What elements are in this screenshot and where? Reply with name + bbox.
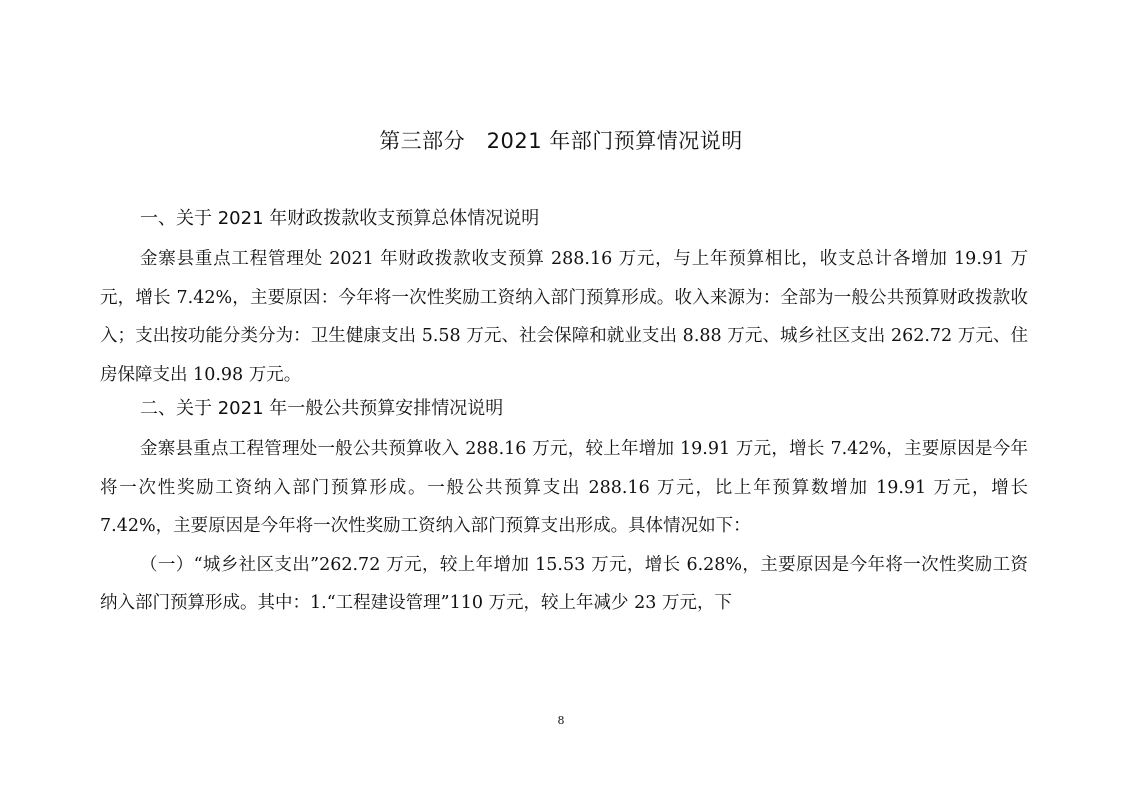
page-title: 第三部分 2021 年部门预算情况说明 [379,129,743,153]
page-number: 8 [557,714,565,727]
section-heading-2: 二、关于 2021 年一般公共预算安排情况说明 [140,398,504,419]
section-heading-1: 一、关于 2021 年财政拨款收支预算总体情况说明 [140,208,540,229]
section-paragraph-2: 金寨县重点工程管理处一般公共预算收入 288.16 万元，较上年增加 19.91 万元，增长 7.42%，主要原因是今年将一次性奖励工资纳入部门预算形成。一般公共预算支出 288.16 万元，比上年预算数增加 19.91 万元，增长 7.42%，主要原因是今年将一次性奖励工资纳入部门预算支出形成。具体情况如下： [100,439,1028,536]
document-body [100,204,1028,623]
list-item-urban-rural: （一）“城乡社区支出”262.72 万元，较上年增加 15.53 万元，增长 6.28%，主要原因是今年将一次性奖励工资纳入部门预算形成。其中：1.“工程建设管理”110 万元，较上年减少 23 万元，下 [100,554,1028,613]
section-paragraph-1: 金寨县重点工程管理处 2021 年财政拨款收支预算 288.16 万元，与上年预算相比，收支总计各增加 19.91 万元，增长 7.42%，主要原因：今年将一次性奖励工资纳入部门预算形成。收入来源为：全部为一般公共预算财政拨款收入；支出按功能分类分为：卫生健康支出 5.58 万元、社会保障和就业支出 8.88 万元、城乡社区支出 262.72 万元、住房保障支出 10.98 万元。 [100,249,1028,385]
